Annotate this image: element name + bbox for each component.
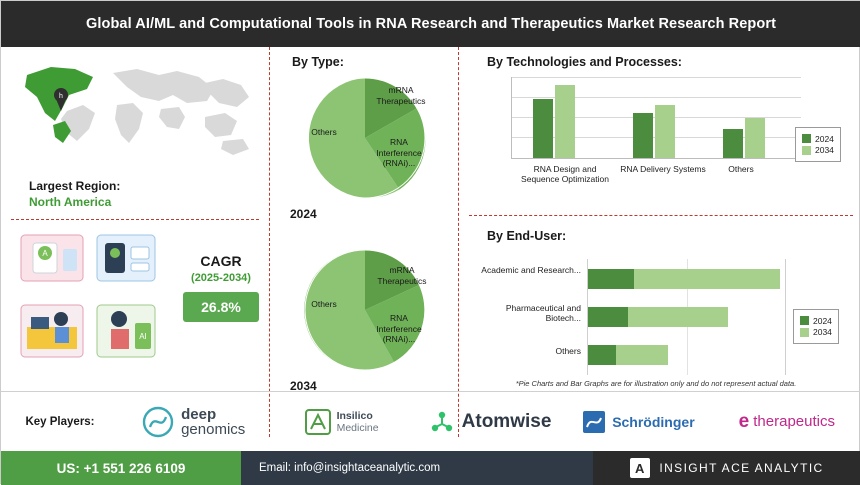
pie-2034-label-rnai: RNA Interference (RNAi)... xyxy=(376,313,422,344)
deep-genomics-line1: deep xyxy=(181,405,217,423)
enduser-category-0: Academic and Research... xyxy=(481,265,581,275)
tech-category-2: Others xyxy=(728,164,754,174)
cagr-years: (2025-2034) xyxy=(191,272,251,284)
world-map-svg xyxy=(9,55,261,167)
bar-2024 xyxy=(633,113,653,158)
largest-region-label: Largest Region: xyxy=(29,179,121,193)
brand-logo-icon: A xyxy=(630,458,650,478)
tech-chart-legend xyxy=(795,127,841,162)
pie-2034-label-others: Others xyxy=(311,299,337,309)
bar-2024 xyxy=(533,99,553,158)
footer-email[interactable]: Email: info@insightaceanalytic.com xyxy=(241,451,593,485)
tech-category-0: RNA Design and Sequence Optimization xyxy=(521,164,609,184)
e-mark-icon: e xyxy=(738,410,750,432)
hbar-2024 xyxy=(588,345,616,365)
bar-2034 xyxy=(655,105,675,158)
brand-name: INSIGHT ACE ANALYTIC xyxy=(659,461,824,475)
schrodinger-label: Schrödinger xyxy=(612,413,695,430)
hbar-2024 xyxy=(588,307,628,327)
e-therapeutics-label: therapeutics xyxy=(753,413,835,430)
enduser-category-1: Pharmaceutical and Biotech... xyxy=(505,303,581,323)
by-type-panel xyxy=(269,47,459,437)
legend-label-2034: 2034 xyxy=(815,145,834,155)
chart-footnote: *Pie Charts and Bar Graphs are for illustration only and do not represent actual data. xyxy=(515,379,797,388)
svg-text:h: h xyxy=(59,93,63,100)
legend-label-2024: 2024 xyxy=(813,315,832,326)
key-players-strip xyxy=(1,391,860,451)
player-logo-e-therapeutics xyxy=(713,392,860,451)
deep-genomics-line2: genomics xyxy=(181,420,246,438)
pie-2024-label-rnai: RNA Interference (RNAi)... xyxy=(376,137,422,168)
schrodinger-mark-icon xyxy=(582,410,606,434)
key-players-label: Key Players: xyxy=(25,415,95,428)
divider-right xyxy=(469,215,853,216)
legend-label-2034: 2034 xyxy=(813,327,832,337)
legend-swatch-2024 xyxy=(800,316,809,325)
svg-text:A: A xyxy=(42,249,48,258)
legend-swatch-2034 xyxy=(802,146,811,155)
pie-2024-year: 2024 xyxy=(290,207,317,221)
gridline xyxy=(511,77,801,78)
footer-brand xyxy=(593,451,860,485)
hbar-2034 xyxy=(616,345,668,365)
enduser-category-2: Others xyxy=(555,346,581,356)
page-title: Global AI/ML and Computational Tools in RNA Research and Therapeutics Market Research Report xyxy=(85,15,777,32)
gridline xyxy=(785,259,786,375)
by-technologies-title: By Technologies and Processes: xyxy=(487,55,682,69)
atomwise-mark-icon xyxy=(429,409,455,435)
cagr-label: CAGR xyxy=(200,253,242,269)
tech-category-1: RNA Delivery Systems xyxy=(620,164,706,174)
insilico-line1: Insilico xyxy=(336,409,373,422)
y-axis xyxy=(511,77,512,159)
largest-region-panel xyxy=(1,47,269,437)
hbar-2034 xyxy=(628,307,728,327)
legend-item-2024 xyxy=(802,134,834,144)
legend-item-2034 xyxy=(800,327,832,337)
x-axis xyxy=(511,158,801,159)
divider-left xyxy=(11,219,259,220)
bar-2034 xyxy=(555,85,575,158)
hbar-2034 xyxy=(634,269,780,289)
legend-item-2034 xyxy=(802,145,834,155)
footer-phone[interactable]: US: +1 551 226 6109 xyxy=(1,451,241,485)
bar-2024 xyxy=(723,129,743,158)
player-logo-insilico-medicine xyxy=(267,392,415,451)
player-logo-schrodinger xyxy=(564,392,712,451)
player-logo-deep-genomics xyxy=(119,392,267,451)
deep-genomics-mark-icon xyxy=(141,405,175,439)
atomwise-label: Atomwise xyxy=(461,410,552,432)
largest-region-value: North America xyxy=(29,195,112,209)
legend-swatch-2034 xyxy=(800,328,809,337)
by-type-title: By Type: xyxy=(292,55,344,69)
world-map-icon xyxy=(9,55,261,167)
pie-2034-year: 2034 xyxy=(290,379,317,393)
legend-label-2024: 2024 xyxy=(815,133,834,144)
by-end-user-title: By End-User: xyxy=(487,229,567,243)
cagr-value: 26.8% xyxy=(183,292,259,322)
pie-chart-2034 xyxy=(302,247,428,373)
svg-text:AI: AI xyxy=(139,332,147,341)
pie-2034-label-mrna: mRNA Therapeutics xyxy=(377,265,427,286)
enduser-chart-legend xyxy=(793,309,839,344)
insilico-mark-icon xyxy=(305,409,331,435)
hbar-2024 xyxy=(588,269,634,289)
pie-2024-label-others: Others xyxy=(311,127,337,137)
tech-bar-chart xyxy=(511,77,801,159)
report-header xyxy=(1,1,860,47)
insilico-line2: Medicine xyxy=(336,421,379,434)
research-illustration-svg xyxy=(19,231,169,371)
legend-item-2024 xyxy=(800,316,832,326)
report-footer xyxy=(1,451,860,485)
cagr-card xyxy=(183,243,259,363)
player-logo-atomwise xyxy=(416,392,564,451)
research-illustration xyxy=(19,231,169,371)
pie-chart-2024 xyxy=(302,75,428,201)
enduser-bar-chart xyxy=(587,259,787,375)
legend-swatch-2024 xyxy=(802,134,811,143)
pie-2024-label-mrna: mRNA Therapeutics xyxy=(376,85,426,106)
bar-2034 xyxy=(745,118,765,158)
